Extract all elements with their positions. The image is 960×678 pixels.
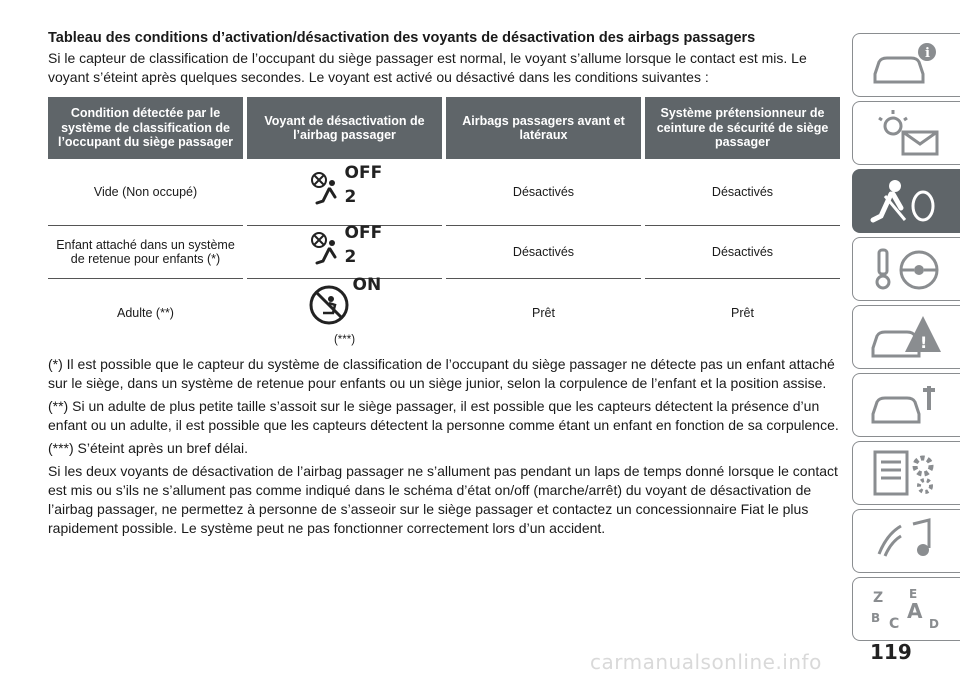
table-header-row (48, 97, 840, 159)
footnote-child: (*) Il est possible que le capteur du système de classification de l’occupant du siège passager ne détecte pas un enfant attaché sur le siège, dans un système de retenue pour enfants ou un siège junior, selon la corpulence de l’enfant et la position assise. (48, 356, 835, 391)
page-content (48, 30, 840, 538)
condition-cell: Adulte (**) (117, 306, 174, 320)
airbag-off-lamp (305, 222, 385, 275)
lamp-cell (247, 159, 442, 226)
header-airbags: Airbags passagers avant et latéraux (446, 97, 641, 159)
svg-text:!: ! (920, 333, 928, 352)
tab-key-steering[interactable] (852, 237, 960, 301)
lamp-off-text: OFF (344, 162, 383, 183)
lamp-cell (247, 274, 442, 347)
pretensioner-cell: Prêt (731, 306, 754, 320)
table-row (48, 226, 840, 279)
airbag-on-lamp (305, 274, 385, 329)
car-emergency-icon (867, 312, 947, 362)
alphabetical-index-icon (867, 584, 947, 634)
lamp-on-text: ON (352, 274, 382, 295)
header-pretensioner: Système prétensionneur de ceinture de sécurité de siège passager (645, 97, 840, 159)
svg-text:B: B (871, 611, 881, 625)
lamp-off-text: OFF (344, 222, 383, 243)
condition-cell: Enfant attaché dans un système de retenue pour enfants (*) (48, 226, 243, 279)
table-row (48, 279, 840, 347)
airbag-off-lamp (305, 162, 385, 215)
section-title: Tableau des conditions d’activation/désactivation des voyants de désactivation des airbags passagers (48, 30, 756, 46)
airbags-cell: Prêt (532, 306, 555, 320)
svg-text:i: i (925, 46, 930, 61)
specifications-gears-icon (867, 448, 947, 498)
car-info-icon (867, 40, 947, 90)
dashboard-lights-icon (867, 108, 947, 158)
lamp-footnote: (***) (333, 333, 356, 346)
tab-specifications[interactable] (852, 441, 960, 505)
intro-paragraph: Si le capteur de classification de l’occupant du siège passager est normal, le voyant s’allume lorsque le contact est mis. Le voyant s’éteint après quelques secondes. Le voyant est activé ou désactivé dans les conditions suivantes : (48, 50, 807, 85)
multimedia-icon (867, 516, 947, 566)
car-service-icon (867, 380, 947, 430)
airbags-cell: Désactivés (446, 226, 641, 279)
tab-dashboard-lights[interactable] (852, 101, 960, 165)
airbag-safety-icon (867, 176, 947, 226)
lamp-number: 2 (344, 186, 357, 207)
tab-car-info[interactable] (852, 33, 960, 97)
svg-text:C: C (889, 616, 900, 632)
airbag-status-table (44, 97, 844, 347)
tab-airbag-safety[interactable] (852, 169, 960, 233)
tab-car-service[interactable] (852, 373, 960, 437)
svg-text:E: E (909, 587, 918, 601)
chapter-tabs (852, 33, 960, 645)
tab-alphabetical-index[interactable] (852, 577, 960, 641)
pretensioner-cell: Désactivés (645, 159, 840, 226)
svg-text:D: D (929, 617, 939, 631)
footnote-delay: (***) S’éteint après un bref délai. (48, 440, 248, 456)
svg-text:Z: Z (873, 590, 884, 606)
pretensioner-cell: Désactivés (645, 226, 840, 279)
table-row (48, 159, 840, 226)
page-number: 119 (870, 640, 912, 664)
condition-cell: Vide (Non occupé) (48, 159, 243, 226)
airbags-cell: Désactivés (446, 159, 641, 226)
key-steering-wheel-icon (867, 244, 947, 294)
footnotes (48, 355, 840, 538)
tab-multimedia[interactable] (852, 509, 960, 573)
lamp-number: 2 (344, 246, 357, 267)
footnote-adult: (**) Si un adulte de plus petite taille s’assoit sur le siège passager, il est possible que les capteurs détectent la présence d’un enfant ou un adulte, il est possible que les capteurs détectent la personne comme étant un enfant en fonction de sa corpulence. (48, 398, 839, 433)
tab-car-emergency[interactable] (852, 305, 960, 369)
warning-paragraph: Si les deux voyants de désactivation de l’airbag passager ne s’allument pas pendant un laps de temps donné lorsque le contact est mis ou s’ils ne s’allument pas comme indiqué dans le schéma d’état on/off (marche/arrêt) du voyant de désactivation de l’airbag passager, ne permettez à personne de s’asseoir sur le siège passager et contactez un concessionnaire Fiat le plus rapidement possible. Le système peut ne pas fonctionner correctement lors d’un accident. (48, 463, 838, 536)
svg-text:A: A (907, 599, 923, 623)
header-lamp: Voyant de désactivation de l’airbag passager (247, 97, 442, 159)
airbag-on-icon (309, 283, 353, 327)
watermark: carmanualsonline.info (590, 650, 822, 674)
header-condition: Condition détectée par le système de classification de l’occupant du siège passager (48, 97, 243, 159)
lamp-cell (247, 222, 442, 279)
